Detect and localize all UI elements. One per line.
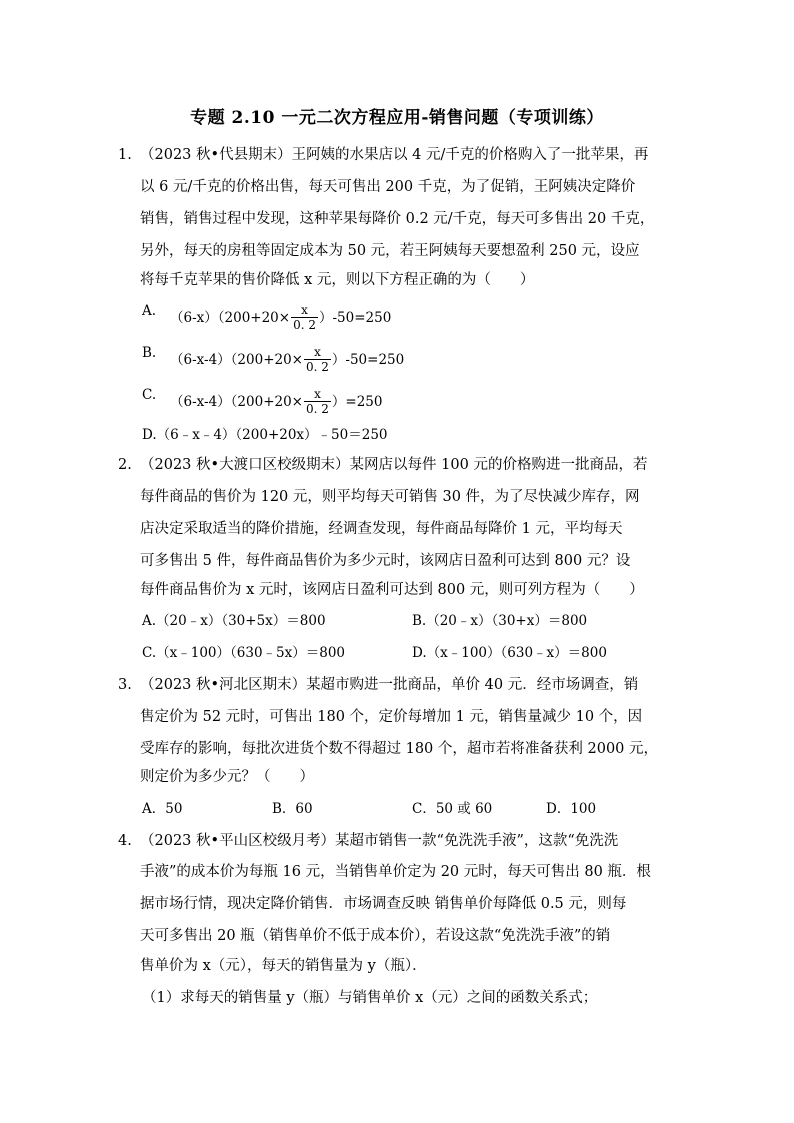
question-2-option-c: C.（x﹣100）（630﹣5x）＝800 <box>142 645 346 661</box>
question-2-option-a: A.（20﹣x）（30+5x）＝800 <box>142 613 326 629</box>
question-1-option-c <box>170 387 383 416</box>
question-3-line-3: 受库存的影响，每批次进货个数不得超过 180 个，超市若将准备获利 2000 元， <box>140 741 659 757</box>
option-b-suffix: ）-50=250 <box>331 351 405 368</box>
question-2-line-3: 店决定采取适当的降价措施，经调查发现，每件商品每降价 1 元，平均每天 <box>140 521 623 537</box>
question-2-option-b: B.（20﹣x）（30+x）＝800 <box>412 613 588 629</box>
question-1-option-a-label: A. <box>142 303 157 319</box>
question-1-line-3: 销售，销售过程中发现，这种苹果每降价 0.2 元/千克，每天可多售出 20 千克， <box>140 211 655 227</box>
option-a-prefix: （6-x）（200+20× <box>170 309 291 326</box>
question-3-line-1: （2023 秋•河北区期末）某超市购进一批商品，单价 40 元．经市场调查，销 <box>140 677 639 693</box>
question-4-subquestion-1: （1）求每天的销售量 y（瓶）与销售单价 x（元）之间的函数关系式； <box>142 990 598 1006</box>
question-3-option-b: B．60 <box>272 801 313 817</box>
fraction-x-over-0.2 <box>304 345 331 374</box>
question-1-line-4: 另外，每天的房租等固定成本为 50 元，若王阿姨每天要想盈利 250 元，设应 <box>140 243 640 259</box>
page-title: 专题 2.10 一元二次方程应用-销售问题（专项训练） <box>190 108 604 128</box>
question-1-option-b-label: B. <box>142 345 157 361</box>
fraction-denominator: 0. 2 <box>306 360 329 374</box>
question-4-line-2: 手液”的成本价为每瓶 16 元，当销售单价定为 20 元时，每天可售出 80 瓶．根 <box>140 864 651 880</box>
option-c-prefix: （6-x-4）（200+20× <box>170 393 303 410</box>
question-1-option-c-label: C. <box>142 387 157 403</box>
option-c-suffix: ）=250 <box>331 393 383 410</box>
question-3-line-2: 售定价为 52 元时，可售出 180 个，定价每增加 1 元，销售量减少 10 个，因 <box>140 709 643 725</box>
question-2-line-4: 可多售出 5 件，每件商品售价为多少元时，该网店日盈利可达到 800 元？设 <box>140 553 631 569</box>
fraction-x-over-0.2 <box>291 303 318 332</box>
question-4-line-1: （2023 秋•平山区校级月考）某超市销售一款“免洗洗手液”，这款“免洗洗 <box>140 833 619 849</box>
question-3-number: 3. <box>118 677 132 693</box>
fraction-x-over-0.2 <box>304 387 331 416</box>
fraction-numerator: x <box>301 303 308 317</box>
question-4-line-5: 售单价为 x（元），每天的销售量为 y（瓶）． <box>140 958 427 974</box>
option-a-suffix: ）-50=250 <box>319 309 392 326</box>
question-1-line-1: （2023 秋•代县期末）王阿姨的水果店以 4 元/千克的价格购入了一批苹果，再 <box>140 147 649 163</box>
fraction-numerator: x <box>314 345 321 359</box>
question-2-line-1: （2023 秋•大渡口区校级期末）某网店以每件 100 元的价格购进一批商品，若 <box>140 457 648 473</box>
question-1-option-b <box>170 345 404 374</box>
question-1-number: 1. <box>118 147 132 163</box>
fraction-denominator: 0. 2 <box>293 318 316 332</box>
question-3-option-c: C．50 或 60 <box>412 801 493 817</box>
question-2-line-2: 每件商品的售价为 120 元，则平均每天可销售 30 件，为了尽快减少库存，网 <box>140 489 640 505</box>
question-3-option-a: A．50 <box>142 801 183 817</box>
question-1-option-d: D.（6﹣x﹣4）（200+20x）﹣50＝250 <box>142 427 388 443</box>
question-4-line-4: 天可多售出 20 瓶（销售单价不低于成本价），若设这款“免洗洗手液”的销 <box>140 928 611 944</box>
question-2-number: 2. <box>118 457 132 473</box>
question-3-option-d: D．100 <box>546 801 597 817</box>
fraction-denominator: 0. 2 <box>306 402 329 416</box>
question-4-number: 4. <box>118 833 132 849</box>
option-b-prefix: （6-x-4）（200+20× <box>170 351 303 368</box>
question-4-line-3: 据市场行情，现决定降价销售．市场调查反映 销售单价每降低 0.5 元，则每 <box>140 896 627 912</box>
question-1-line-2: 以 6 元/千克的价格出售，每天可售出 200 千克，为了促销，王阿姨决定降价 <box>140 179 636 195</box>
fraction-numerator: x <box>314 387 321 401</box>
question-1-line-5: 将每千克苹果的售价降低 x 元，则以下方程正确的为（ ） <box>140 272 535 288</box>
question-2-option-d: D.（x﹣100）（630﹣x）＝800 <box>412 645 607 661</box>
question-2-line-5: 每件商品售价为 x 元时，该网店日盈利可达到 800 元，则可列方程为（ ） <box>140 582 644 598</box>
question-3-line-4: 则定价为多少元？（ ） <box>140 769 314 785</box>
question-1-option-a <box>170 303 391 332</box>
